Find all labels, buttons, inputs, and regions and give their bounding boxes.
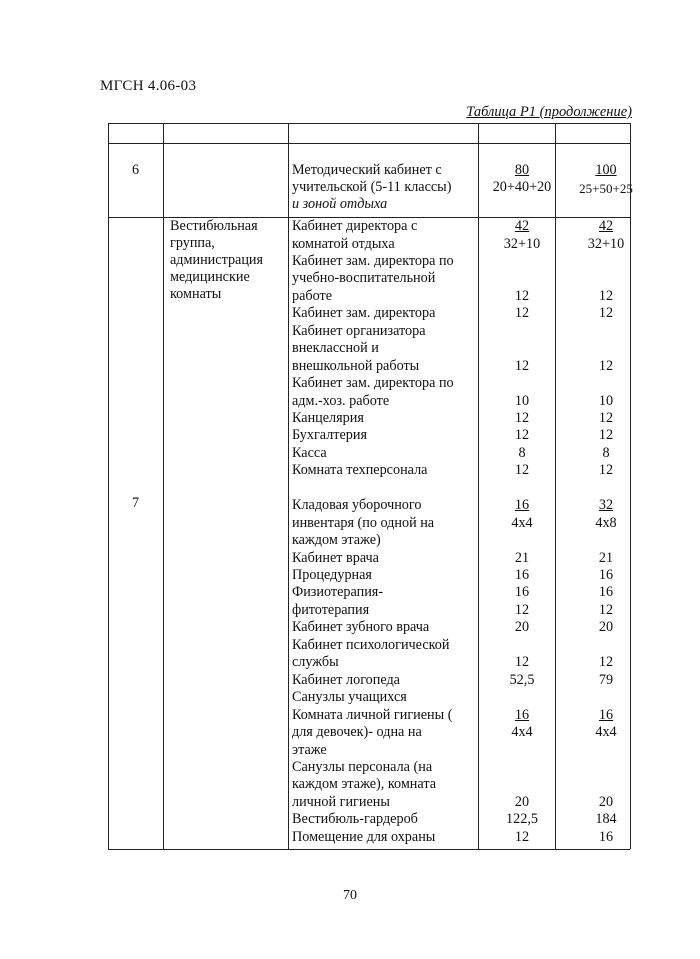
row7-item-value-2: 32+10 [587, 235, 625, 252]
row7-item-name: Санузлы персонала (на [292, 758, 433, 775]
row6-value-1-total: 80 [514, 162, 530, 178]
row7-item-name: Процедурная [292, 567, 372, 583]
row7-item-value-2: 20 [598, 793, 614, 810]
row6-name-line: и зоной отдыха [292, 196, 388, 212]
row7-item-value-2: 12 [598, 654, 614, 671]
table-border-left [108, 123, 109, 849]
row7-item-value-1: 12 [514, 427, 530, 444]
row7-group-line: комнаты [170, 286, 222, 302]
row7-item-value-1: 20 [514, 619, 530, 636]
row7-item-name: Кабинет организатора [292, 322, 426, 339]
row7-item-value-2: 12 [598, 462, 614, 479]
row7-item-name: службы [292, 654, 339, 671]
data-table [108, 123, 633, 849]
row7-item-value-1: 42 [514, 218, 530, 234]
row7-item-value-1: 16 [514, 567, 530, 583]
row7-item-name: внеклассной и [292, 340, 379, 357]
column-divider-1 [163, 123, 164, 849]
row7-item-value-2: 16 [598, 828, 614, 845]
row7-item-name: Кабинет зам. директора по [292, 375, 454, 391]
row7-item-value-2: 16 [598, 706, 614, 723]
row7-item-name: Касса [292, 444, 327, 461]
row7-item-value-1: 12 [514, 409, 530, 426]
row7-item-value-2: 79 [598, 671, 614, 688]
row7-item-name: Кабинет психологической [292, 636, 450, 653]
row7-item-value-2: 16 [598, 567, 614, 583]
row7-item-value-1: 16 [514, 497, 530, 514]
row7-item-name: учебно-воспитательной [292, 270, 436, 287]
row7-item-value-2: 8 [602, 444, 610, 461]
row6-value-2-parts: 25+50+25 [579, 181, 633, 196]
row7-item-name: каждом этаже), комната [292, 776, 437, 793]
row7-item-name: Санузлы учащихся [292, 689, 407, 706]
row7-item-value-2: 12 [598, 409, 614, 426]
row6-value-2-total: 100 [595, 162, 617, 178]
row7-item-value-1: 12 [514, 287, 530, 304]
row7-item-value-1: 52,5 [509, 671, 535, 688]
row7-item-name: Комната личной гигиены ( [292, 706, 453, 723]
row7-item-name: Физиотерапия- [292, 584, 384, 601]
row7-item-value-1: 4x4 [511, 514, 533, 531]
row6-name-line: Методический кабинет с [292, 162, 442, 178]
row7-group-line: группа, [170, 235, 215, 251]
column-divider-2 [288, 123, 289, 849]
row7-item-name: Кабинет зубного врача [292, 619, 430, 636]
row7-item-name: инвентаря (по одной на [292, 514, 435, 531]
row7-item-value-1: 12 [514, 357, 530, 374]
row7-group-line: Вестибюльная [170, 218, 258, 234]
document-code: МГСН 4.06-03 [100, 78, 197, 94]
row7-item-name: Кабинет директора с [292, 218, 418, 234]
row7-item-name: личной гигиены [292, 793, 390, 810]
row7-item-value-1: 16 [514, 584, 530, 601]
row7-item-value-1: 10 [514, 392, 530, 409]
row7-item-value-2: 12 [598, 287, 614, 304]
row7-item-value-2: 20 [598, 619, 614, 636]
row7-item-value-2: 21 [598, 549, 614, 566]
row-number-6: 6 [131, 162, 140, 178]
row7-item-name: внешкольной работы [292, 357, 420, 374]
row7-item-value-2: 12 [598, 305, 614, 322]
row7-item-name: работе [292, 287, 333, 304]
row7-item-name: Вестибюль-гардероб [292, 811, 418, 828]
row7-item-value-2: 12 [598, 427, 614, 444]
row7-item-name: этаже [292, 741, 327, 758]
row7-item-value-1: 12 [514, 828, 530, 845]
row7-item-value-2: 4x4 [595, 724, 617, 740]
row7-item-name: Кабинет врача [292, 549, 379, 566]
row7-item-value-2: 42 [598, 218, 614, 234]
row7-item-value-2: 184 [595, 811, 617, 828]
row7-item-value-1: 122,5 [506, 811, 538, 828]
page-number: 70 [343, 888, 357, 903]
row7-item-name: каждом этаже) [292, 532, 381, 549]
row7-group-line: медицинские [170, 269, 250, 285]
row7-item-name: Кладовая уборочного [292, 497, 422, 514]
row6-name-line: учительской (5-11 классы) [292, 179, 452, 195]
row7-item-name: для девочек)- одна на [292, 724, 422, 740]
row7-item-value-2: 12 [598, 357, 614, 374]
row7-item-value-1: 12 [514, 305, 530, 322]
row7-item-value-2: 12 [598, 601, 614, 618]
row7-item-name: Кабинет зам. директора по [292, 252, 454, 269]
row7-item-name: Кабинет логопеда [292, 671, 400, 688]
row7-item-name: Помещение для охраны [292, 828, 436, 845]
table-caption: Таблица Р1 (продолжение) [466, 104, 632, 120]
row7-item-name: Бухгалтерия [292, 427, 368, 444]
row7-item-value-1: 16 [514, 706, 530, 723]
table-border-top [108, 123, 630, 124]
row7-item-name: Комната техперсонала [292, 462, 428, 479]
header-separator [108, 143, 630, 144]
row7-item-name: Кабинет зам. директора [292, 305, 436, 322]
row7-group-line: администрация [170, 252, 264, 268]
row7-item-name: Канцелярия [292, 409, 364, 426]
row7-item-name: комнатой отдыха [292, 235, 395, 252]
row7-item-value-1: 12 [514, 462, 530, 479]
table-border-bottom [108, 849, 630, 850]
row7-item-value-1: 4x4 [511, 724, 533, 740]
row7-item-value-2: 4x8 [595, 514, 617, 531]
row7-item-value-1: 21 [514, 549, 530, 566]
row7-item-value-1: 20 [514, 793, 530, 810]
row7-item-value-1: 12 [514, 601, 530, 618]
row7-item-value-1: 12 [514, 654, 530, 671]
row7-item-name: фитотерапия [292, 601, 370, 618]
row7-item-value-1: 8 [518, 444, 526, 461]
row7-item-value-2: 32 [598, 497, 614, 514]
row7-item-name: адм.-хоз. работе [292, 392, 390, 409]
row7-item-value-2: 10 [598, 392, 614, 409]
row6-value-1-parts: 20+40+20 [492, 179, 552, 195]
row7-item-value-2: 16 [598, 584, 614, 601]
row-number-7: 7 [131, 495, 140, 511]
row7-item-value-1: 32+10 [503, 235, 541, 252]
